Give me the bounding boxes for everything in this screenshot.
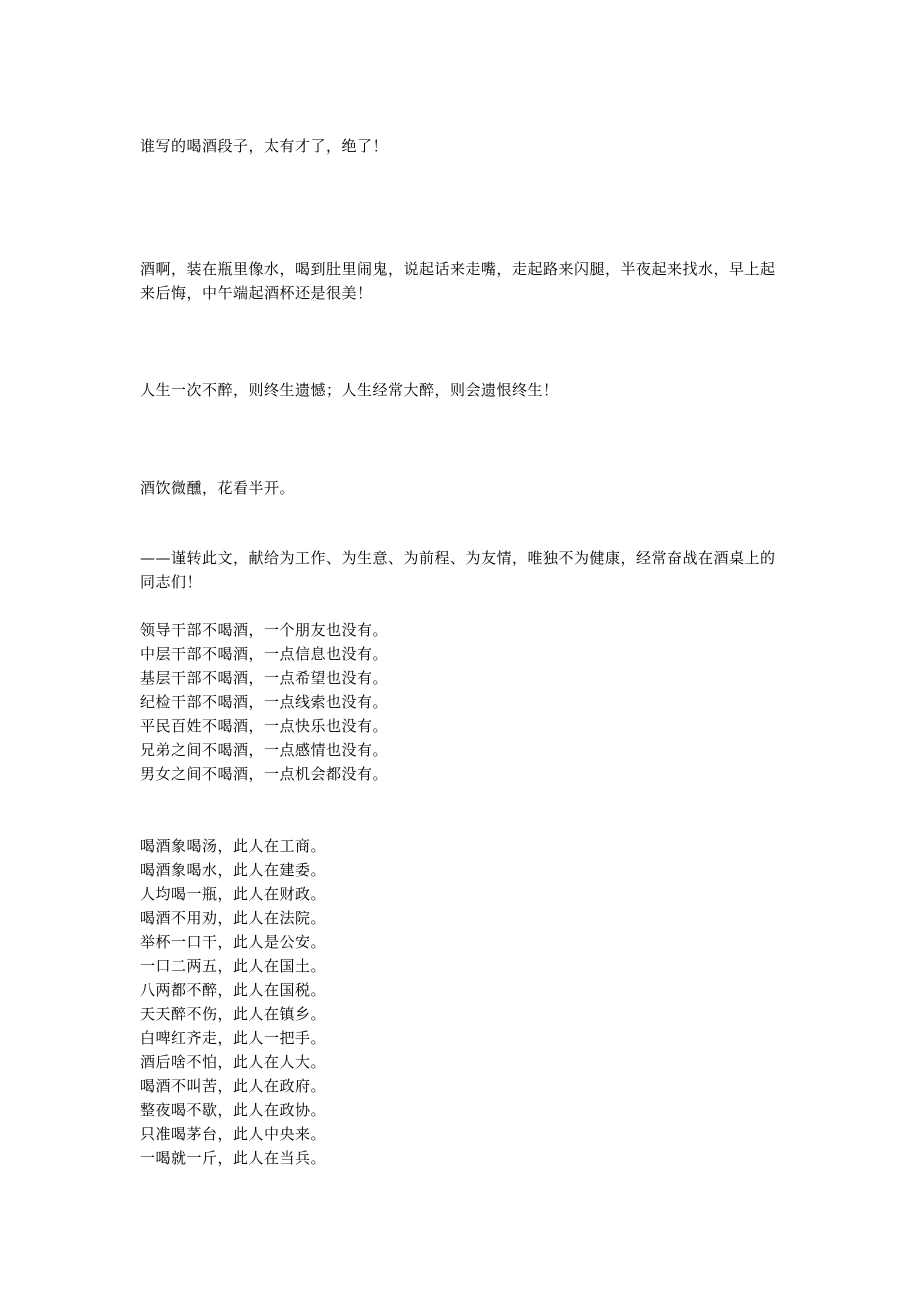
verse-line: 平民百姓不喝酒，一点快乐也没有。	[140, 717, 389, 735]
verse-line: 纪检干部不喝酒，一点线索也没有。	[140, 693, 389, 711]
verse-line: 白啤红齐走，此人一把手。	[140, 1029, 327, 1047]
verse-line: 喝酒不用劝，此人在法院。	[140, 909, 327, 927]
wine-paragraph: 酒啊，装在瓶里像水，喝到肚里闹鬼，说起话来走嘴，走起路来闪腿，半夜起来找水，早上起来后悔，中午端起酒杯还是很美！	[140, 260, 776, 302]
verse-line: 男女之间不喝酒，一点机会都没有。	[140, 765, 389, 783]
verse-line: 喝酒象喝汤，此人在工商。	[140, 837, 327, 855]
verse-line: 一喝就一斤，此人在当兵。	[140, 1149, 327, 1167]
verse-line: 中层干部不喝酒，一点信息也没有。	[140, 645, 389, 663]
verse-line: 一口二两五，此人在国土。	[140, 957, 327, 975]
tipsy-paragraph: 酒饮微醺，花看半开。	[140, 479, 296, 497]
no-drink-verse	[140, 618, 785, 786]
verse-line: 只准喝茅台，此人中央来。	[140, 1125, 327, 1143]
verse-line: 天天醉不伤，此人在镇乡。	[140, 1005, 327, 1023]
verse-line: 喝酒不叫苦，此人在政府。	[140, 1077, 327, 1095]
verse-line: 兄弟之间不喝酒，一点感情也没有。	[140, 741, 389, 759]
verse-line: 喝酒象喝水，此人在建委。	[140, 861, 327, 879]
dedication-paragraph: ——谨转此文，献给为工作、为生意、为前程、为友情，唯独不为健康，经常奋战在酒桌上的同志们！	[140, 549, 776, 591]
verse-line: 酒后啥不怕，此人在人大。	[140, 1053, 327, 1071]
verse-line: 基层干部不喝酒，一点希望也没有。	[140, 669, 389, 687]
verse-line: 举杯一口干，此人是公安。	[140, 933, 327, 951]
document-title: 谁写的喝酒段子，太有才了，绝了！	[140, 137, 389, 155]
life-paragraph: 人生一次不醉，则终生遗憾；人生经常大醉，则会遗恨终生！	[140, 381, 559, 399]
verse-line: 八两都不醉，此人在国税。	[140, 981, 327, 999]
verse-line: 人均喝一瓶，此人在财政。	[140, 885, 327, 903]
drinking-places-verse	[140, 834, 785, 1170]
verse-line: 领导干部不喝酒，一个朋友也没有。	[140, 621, 389, 639]
verse-line: 整夜喝不歇，此人在政协。	[140, 1101, 327, 1119]
